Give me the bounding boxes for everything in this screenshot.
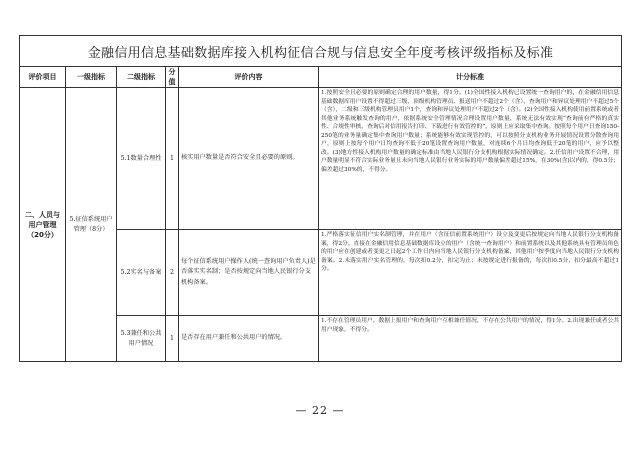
score-cell: 2 bbox=[166, 230, 179, 316]
level2-cell: 5.2实名与备案 bbox=[117, 230, 166, 316]
document-title: 金融信用信息基础数据库接入机构征信合规与信息安全年度考核评级指标及标准 bbox=[20, 36, 622, 67]
header-standard: 计分标准 bbox=[319, 67, 622, 88]
standard-cell: 1.按照安全且必要的原则确定合理的用户数量，得1分。(1)全国性接入机构已设置统一查询用户的，在金融信用信息基础数据库用户设置不得超过三级，顶级机构管理员、报送用户不超过2个（含）、查询用户和异议处理用户不超过5个（含），二级和三级机构管理员用户1个，查询和异议处理用户不超过2个（含）。(2)全国性接入机构使用前置系统或者其他业务系统触发查询的用户，依据系统安全管理情况合理设置用户数量，系统无法有效实现“查询前有严格的真实性、合规性审核，查询后对信用报告打印、下载进行有效管控的”，原则上应采取集中查询。按照每个用户日查询150-250笔的业务量确定集中查询用户数量；系统能够有效实现管控的，可以按照分支机构业务开展情况设置分散查询用户，原则上按每个用户日均查询不低于20笔设置查询用户数量，对连续6个月日均查询低于20笔的用户，应予以整改。(3)地方性接入机构用户数量的确定标准由当地人民银行分支机构根据实际情况确定。2.任信用户设置不合理，用户数量明显不符合实际业务量且未向当地人民银行业务实际的用户数量偏差超过15%，在30%(含)以内的，得0.5分；偏差超过30%的，不得分。 bbox=[319, 88, 622, 230]
assessment-table bbox=[19, 35, 622, 362]
level1-cell: 5.征信系统用户管理（8分） bbox=[66, 88, 117, 362]
page-number: — 22 — bbox=[295, 404, 345, 417]
header-content: 评价内容 bbox=[179, 67, 319, 88]
content-cell: 是否存在用户兼任和公共用户的情况。 bbox=[179, 316, 319, 362]
header-row bbox=[20, 67, 622, 88]
content-cell: 核实用户数量是否符合安全且必要的原则。 bbox=[179, 88, 319, 230]
header-level1: 一级指标 bbox=[66, 67, 117, 88]
title-row bbox=[20, 36, 622, 67]
score-cell: 1 bbox=[166, 316, 179, 362]
level2-cell: 5.3兼任和公共用户情况 bbox=[117, 316, 166, 362]
level2-cell: 5.1数量合理性 bbox=[117, 88, 166, 230]
table-row bbox=[20, 88, 622, 230]
project-cell: 二、人员与用户管理（20分） bbox=[20, 88, 66, 362]
header-level2: 二级指标 bbox=[117, 67, 166, 88]
content-cell: 每个征信系统用户操作人(统一查询用户负责人)是否落实实名制；是否按规定向当地人民银行分支机构备案。 bbox=[179, 230, 319, 316]
standard-cell: 1.严格落实征信用户实名制管理，并在用户（含征信前置系统用户）设立及变更后按规定向当地人民银行分支机构备案，得2分。直接在金融信用信息基础数据库设立的用户（含统一查询用户）和前置系统以及其他系统具有管理员角色的用户应在创建或者变更之日起2个工作日内向当地人民银行分支机构备案，其他用户按季度向当地人民银行分支机构备案。2.未落实用户实名管理的，每次扣0.2分，扣完为止；未按规定进行报备的，每次扣0.5分，扣分最高不超过1分。 bbox=[319, 230, 622, 316]
header-project: 评价项目 bbox=[20, 67, 66, 88]
standard-cell: 1.不存在管理员用户、数据上报用户和查询用户互相兼任情况，不存在公共用户的情况，得1分。2.出现兼任或者公共用户现象，不得分。 bbox=[319, 316, 622, 362]
score-cell: 1 bbox=[166, 88, 179, 230]
header-score: 分值 bbox=[166, 67, 179, 88]
assessment-table-wrapper bbox=[19, 35, 621, 362]
